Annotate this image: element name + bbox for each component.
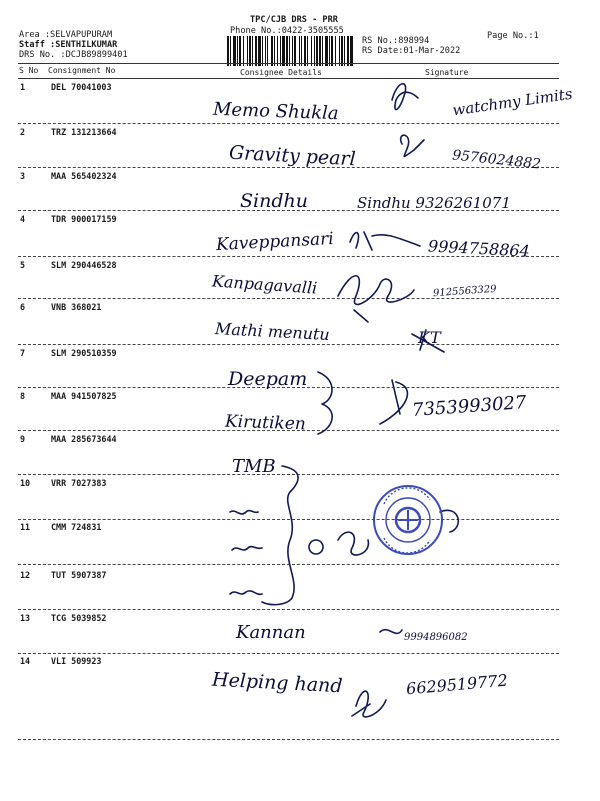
column-signature: Signature (425, 68, 469, 77)
signature-scribble-4 (350, 232, 420, 250)
row-9-consignment: MAA 285673644 (51, 434, 117, 444)
handwritten-consignee-8: Kirutiken (224, 411, 307, 435)
page-number: Page No.:1 (487, 31, 539, 41)
ditto-mark-10 (230, 511, 258, 514)
row-1-consignment: DEL 70041003 (51, 82, 112, 92)
row-13-consignment: TCG 5039852 (51, 613, 107, 623)
signature-scribble-2 (401, 135, 424, 156)
handwritten-consignee-3: Sindhu (240, 190, 308, 212)
row-7-consignment: SLM 290510359 (51, 348, 117, 358)
row-9-sno: 9 (20, 434, 26, 444)
handwritten-signature-13: 9994896082 (404, 632, 468, 643)
handwritten-signature-8: 7353993027 (411, 392, 528, 421)
row-divider (18, 739, 559, 740)
row-divider (18, 474, 559, 475)
column-consignee-details: Consignee Details (240, 68, 322, 77)
row-3-sno: 3 (20, 171, 26, 181)
handwritten-signature-1: watchmy Limits (451, 84, 574, 120)
row-1-sno: 1 (20, 82, 26, 92)
row-divider (18, 167, 559, 168)
column-consignment: Consignment No (48, 66, 116, 75)
rs-date: RS Date:01-Mar-2022 (362, 46, 461, 56)
row-11-consignment: CMM 724831 (51, 522, 102, 532)
handwritten-consignee-13: Kannan (236, 622, 306, 643)
signature-scribble-7 (318, 372, 332, 434)
handwritten-signature-2: 9576024882 (451, 147, 542, 173)
row-10-sno: 10 (20, 478, 31, 488)
handwritten-consignee-1: Memo Shukla (212, 98, 339, 125)
handwritten-consignee-5: Kanpagavalli (211, 271, 318, 298)
row-7-sno: 7 (20, 348, 26, 358)
handwritten-consignee-4: Kaveppansari (215, 228, 335, 256)
row-11-sno: 11 (20, 522, 31, 532)
row-14-consignment: VLI 509923 (51, 656, 102, 666)
report-title: TPC/CJB DRS - PRR (250, 15, 338, 25)
row-divider (18, 564, 559, 565)
signature-scribble-11 (338, 510, 458, 555)
ditto-mark-11 (232, 547, 262, 550)
row-6-consignment: VNB 368021 (51, 302, 102, 312)
row-8-consignment: MAA 941507825 (51, 391, 117, 401)
handwritten-signature-4: 9994758864 (427, 236, 531, 261)
handwritten-signature-14: 6629519772 (405, 670, 509, 699)
row-divider (18, 653, 559, 654)
row-4-consignment: TDR 900017159 (51, 214, 117, 224)
phone-number: Phone No.:0422-3505555 (230, 26, 344, 36)
row-3-consignment: MAA 565402324 (51, 171, 117, 181)
row-2-sno: 2 (20, 127, 26, 137)
row-divider (18, 123, 559, 124)
row-13-sno: 13 (20, 613, 31, 623)
bank-stamp (374, 486, 442, 554)
handwritten-consignee-6: Mathi menutu (214, 319, 331, 344)
staff-label: Staff :SENTHILKUMAR (19, 40, 118, 50)
header-top-rule (18, 63, 559, 64)
handwritten-signature-3: Sindhu 9326261071 (357, 194, 511, 212)
row-5-sno: 5 (20, 260, 26, 270)
signature-scribble-14 (352, 691, 386, 717)
handwritten-signature-5: 9125563329 (432, 283, 497, 300)
row-10-consignment: VRR 7027383 (51, 478, 107, 488)
header-bottom-rule (18, 78, 559, 79)
handwritten-consignee-2: Gravity pearl (228, 141, 357, 171)
handwritten-consignee-7: Deepam (228, 368, 308, 390)
ditto-mark-12 (230, 591, 262, 594)
area-label: Area :SELVAPUPURAM (19, 30, 113, 40)
row-divider (18, 519, 559, 520)
column-sno: S No (19, 66, 39, 75)
row-divider (18, 609, 559, 610)
row-12-consignment: TUT 5907387 (51, 570, 107, 580)
row-5-consignment: SLM 290446528 (51, 260, 117, 270)
row-4-sno: 4 (20, 214, 26, 224)
handwritten-consignee-9: TMB (232, 456, 276, 477)
row-2-consignment: TRZ 131213664 (51, 127, 117, 137)
barcode (227, 36, 354, 66)
handwritten-signature-6: KT (418, 328, 441, 347)
signature-scribble-1 (392, 84, 418, 110)
row-8-sno: 8 (20, 391, 26, 401)
row-6-sno: 6 (20, 302, 26, 312)
row-14-sno: 14 (20, 656, 31, 666)
row-12-sno: 12 (20, 570, 31, 580)
rs-number: RS No.:898994 (362, 36, 430, 46)
row-divider (18, 344, 559, 345)
signature-brace (262, 466, 298, 605)
signature-scribble-13 (380, 630, 402, 634)
drs-number: DRS No. :DCJB89899401 (19, 50, 128, 60)
row-divider (18, 298, 559, 299)
handwritten-consignee-14: Helping hand (211, 668, 344, 698)
